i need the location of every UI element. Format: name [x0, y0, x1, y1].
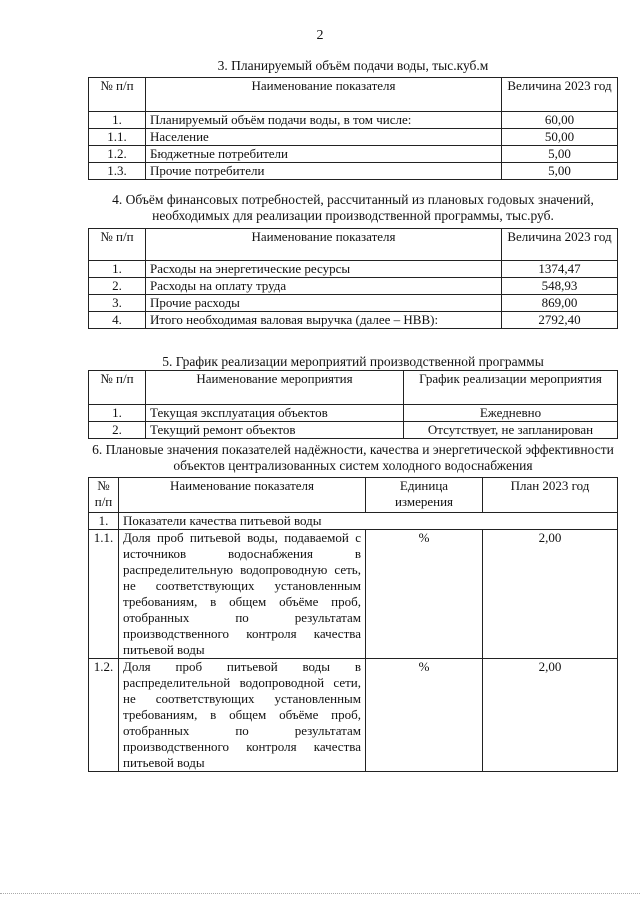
table-row	[89, 659, 618, 772]
scan-edge-line	[0, 893, 640, 894]
row-value: Ежедневно	[404, 405, 618, 422]
row-value: Отсутствует, не запланирован	[404, 422, 618, 439]
group-name: Показатели качества питьевой воды	[119, 513, 618, 530]
row-num: 3.	[89, 295, 146, 312]
table-row	[89, 278, 618, 295]
table-row	[89, 295, 618, 312]
header-num: № п/п	[89, 371, 146, 405]
header-unit: Единица измерения	[366, 478, 483, 513]
section-6-table	[88, 477, 618, 772]
row-name: Доля проб питьевой воды в распределительной водопроводной сети, не соответствующих установленным требованиям, в общем объёме проб, отобранных по результатам производственного контроля качества питьевой воды	[119, 659, 366, 772]
row-unit: %	[366, 530, 483, 659]
section-3-title: 3. Планируемый объём подачи воды, тыс.куб.м	[217, 58, 489, 73]
row-value: 50,00	[502, 129, 618, 146]
table-row	[89, 422, 618, 439]
section-4-table	[88, 228, 618, 329]
row-num: 4.	[89, 312, 146, 329]
header-num: № п/п	[89, 78, 146, 112]
section-6-title: 6. Плановые значения показателей надёжности, качества и энергетической эффективности объектов централизованных систем холодного водоснабжения	[92, 442, 614, 473]
group-num: 1.	[89, 513, 119, 530]
row-name: Планируемый объём подачи воды, в том числе:	[146, 112, 502, 129]
row-value: 5,00	[502, 146, 618, 163]
page-number: 2	[316, 28, 324, 43]
table-row	[89, 163, 618, 180]
table-header	[89, 229, 618, 261]
table-row	[89, 129, 618, 146]
row-name: Бюджетные потребители	[146, 146, 502, 163]
row-value: 2,00	[483, 530, 618, 659]
row-name: Текущая эксплуатация объектов	[146, 405, 404, 422]
row-value: 869,00	[502, 295, 618, 312]
section-3-table	[88, 77, 618, 180]
header-name: Наименование мероприятия	[146, 371, 404, 405]
header-value: Величина 2023 год	[502, 78, 618, 112]
header-name: Наименование показателя	[119, 478, 366, 513]
row-num: 2.	[89, 422, 146, 439]
row-unit: %	[366, 659, 483, 772]
row-num: 1.1.	[89, 129, 146, 146]
row-num: 1.1.	[89, 530, 119, 659]
table-header	[89, 478, 618, 513]
table-row	[89, 530, 618, 659]
row-name: Текущий ремонт объектов	[146, 422, 404, 439]
row-name: Расходы на оплату труда	[146, 278, 502, 295]
table-row	[89, 312, 618, 329]
row-value: 60,00	[502, 112, 618, 129]
table-row	[89, 112, 618, 129]
header-name: Наименование показателя	[146, 78, 502, 112]
row-name: Прочие потребители	[146, 163, 502, 180]
header-value: Величина 2023 год	[502, 229, 618, 261]
row-name: Доля проб питьевой воды, подаваемой с источников водоснабжения в распределительную водопроводную сеть, не соответствующих установленным требованиям, в общем объёме проб, отобранных по результатам производственного контроля качества питьевой воды	[119, 530, 366, 659]
row-value: 1374,47	[502, 261, 618, 278]
table-row	[89, 146, 618, 163]
header-num: № п/п	[89, 229, 146, 261]
row-num: 1.	[89, 112, 146, 129]
header-num: № п/п	[89, 478, 119, 513]
section-4-title: 4. Объём финансовых потребностей, рассчитанный из плановых годовых значений, необходимых для реализации производственной программы, тыс.руб.	[112, 192, 594, 223]
row-num: 1.	[89, 261, 146, 278]
row-value: 2792,40	[502, 312, 618, 329]
row-num: 1.2.	[89, 659, 119, 772]
row-num: 1.3.	[89, 163, 146, 180]
table-header	[89, 371, 618, 405]
row-name: Население	[146, 129, 502, 146]
section-5-title: 5. График реализации мероприятий производственной программы	[162, 354, 544, 369]
row-value: 2,00	[483, 659, 618, 772]
header-plan: План 2023 год	[483, 478, 618, 513]
row-name: Расходы на энергетические ресурсы	[146, 261, 502, 278]
row-num: 2.	[89, 278, 146, 295]
row-num: 1.2.	[89, 146, 146, 163]
row-name: Прочие расходы	[146, 295, 502, 312]
row-name: Итого необходимая валовая выручка (далее – НВВ):	[146, 312, 502, 329]
row-value: 548,93	[502, 278, 618, 295]
table-header	[89, 78, 618, 112]
row-value: 5,00	[502, 163, 618, 180]
table-row	[89, 261, 618, 278]
row-num: 1.	[89, 405, 146, 422]
table-row	[89, 405, 618, 422]
header-value: График реализации мероприятия	[404, 371, 618, 405]
header-name: Наименование показателя	[146, 229, 502, 261]
section-5-table	[88, 370, 618, 439]
table-group-row	[89, 513, 618, 530]
